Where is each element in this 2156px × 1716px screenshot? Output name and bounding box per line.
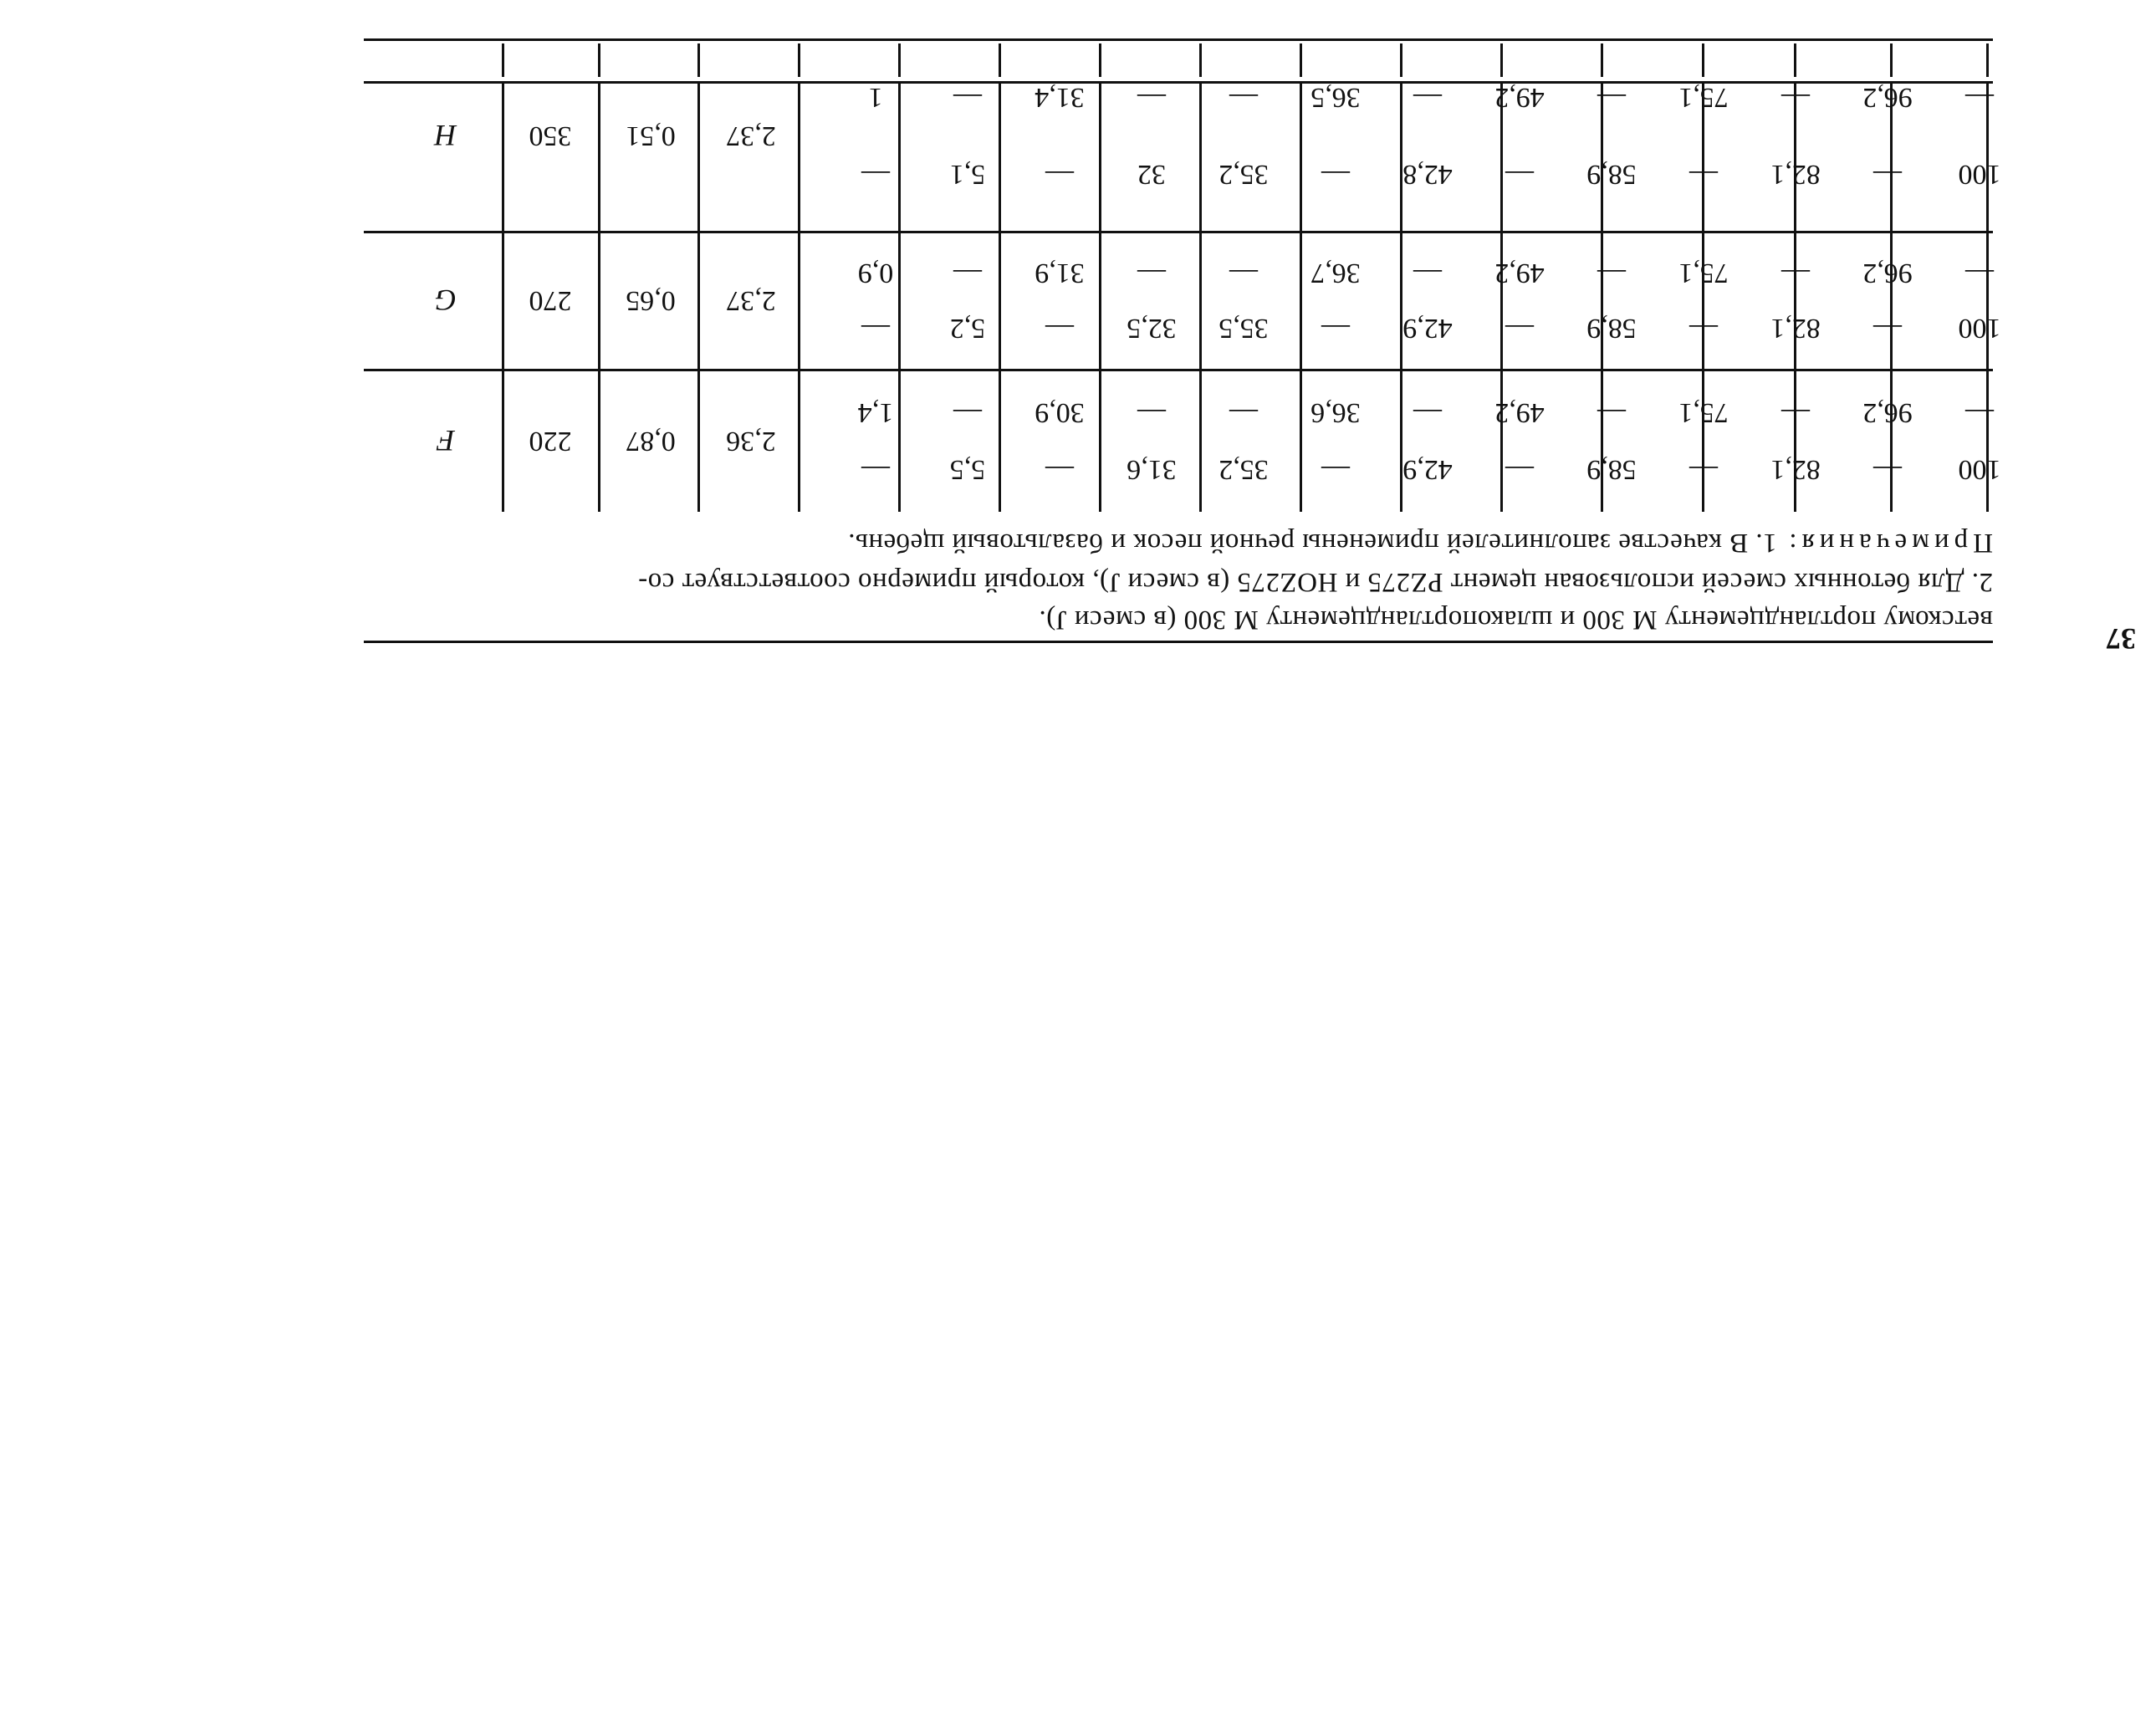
cell-bottom-value: 96,2 xyxy=(1862,397,1913,428)
column-divider xyxy=(1794,84,1796,512)
mix-label: F xyxy=(437,424,455,457)
cell-top-value: 35,2 xyxy=(1218,159,1269,190)
cell-top-value: 42,8 xyxy=(1402,159,1453,190)
cell-bottom-value: — xyxy=(953,397,982,428)
cell-wc: 0,51 xyxy=(626,120,676,151)
column-stub xyxy=(1702,43,1704,77)
cell-top-value: 100 xyxy=(1958,313,2001,345)
cell-top-value: — xyxy=(1689,454,1718,485)
column-divider xyxy=(1601,84,1603,512)
cell-top-value: 58,9 xyxy=(1586,313,1637,345)
cell-bottom-value: 1,4 xyxy=(857,397,894,428)
page-number: 37 xyxy=(2106,622,2136,656)
column-stub xyxy=(697,43,700,77)
cell-bottom-value: — xyxy=(1781,397,1810,428)
column-stub xyxy=(1986,43,1989,77)
cell-top-value: — xyxy=(861,313,890,345)
cell-top-value: — xyxy=(1505,454,1534,485)
cell-top-value: 100 xyxy=(1958,454,2001,485)
cell-top-value: 100 xyxy=(1958,159,2001,190)
cell-top-value: — xyxy=(1689,159,1718,190)
cell-top-value: — xyxy=(861,159,890,190)
row-separator xyxy=(364,231,1993,233)
column-divider xyxy=(898,84,901,512)
cell-bottom-value: 36,6 xyxy=(1310,397,1361,428)
column-stub xyxy=(1300,43,1302,77)
note-line-1 xyxy=(848,525,1993,560)
column-divider xyxy=(999,84,1001,512)
cell-top-value: — xyxy=(1321,159,1350,190)
cell-top-value: 82,1 xyxy=(1770,454,1821,485)
cell-bottom-value: — xyxy=(1965,258,1994,289)
cell-cement: 220 xyxy=(529,426,572,457)
cell-bottom-value: 31,4 xyxy=(1035,82,1085,113)
column-stub xyxy=(999,43,1001,77)
cell-bottom-value: — xyxy=(1229,397,1258,428)
cell-bottom-value: — xyxy=(1413,82,1442,113)
cell-top-value: 35,2 xyxy=(1218,454,1269,485)
cell-top-value: — xyxy=(1045,454,1074,485)
cell-top-value: 82,1 xyxy=(1770,313,1821,345)
cell-top-value: 35,5 xyxy=(1218,313,1269,345)
cell-bottom-value: 31,9 xyxy=(1035,258,1085,289)
cell-bottom-value: — xyxy=(1781,258,1810,289)
column-divider xyxy=(1702,84,1704,512)
cell-bottom-value: — xyxy=(1781,82,1810,113)
cell-density: 2,37 xyxy=(726,120,776,151)
cell-top-value: — xyxy=(1873,159,1902,190)
cell-bottom-value: 49,2 xyxy=(1494,82,1545,113)
cell-top-value: 58,9 xyxy=(1586,454,1637,485)
mix-label: H xyxy=(435,119,457,152)
cell-bottom-value: 49,2 xyxy=(1494,397,1545,428)
cell-bottom-value: — xyxy=(1229,258,1258,289)
cell-bottom-value: — xyxy=(953,258,982,289)
cell-bottom-value: 49,2 xyxy=(1494,258,1545,289)
cell-bottom-value: — xyxy=(1229,82,1258,113)
cell-top-value: — xyxy=(1505,313,1534,345)
column-divider xyxy=(1890,84,1893,512)
cell-top-value: — xyxy=(1321,454,1350,485)
cell-top-value: — xyxy=(861,454,890,485)
cell-bottom-value: — xyxy=(1597,258,1626,289)
column-stub xyxy=(1400,43,1402,77)
cell-top-value: 42,9 xyxy=(1402,313,1453,345)
cell-cement: 350 xyxy=(529,120,572,151)
column-divider xyxy=(1199,84,1202,512)
cell-bottom-value: — xyxy=(1413,397,1442,428)
column-stub xyxy=(1500,43,1503,77)
row-separator xyxy=(364,38,1993,41)
column-divider xyxy=(1400,84,1402,512)
cell-bottom-value: 30,9 xyxy=(1035,397,1085,428)
cell-top-value: 58,9 xyxy=(1586,159,1637,190)
cell-top-value: 32 xyxy=(1137,159,1166,190)
note-line-2-text: 2. Для бетонных смесей использован цемент PZ275 и HOZ275 (в смеси J), который примерно соответствует со- xyxy=(637,567,1993,597)
notes-prefix: Примечания: xyxy=(1784,528,1993,558)
cell-bottom-value: 36,5 xyxy=(1310,82,1361,113)
column-stub xyxy=(1199,43,1202,77)
cell-bottom-value: — xyxy=(1965,397,1994,428)
cell-top-value: 31,6 xyxy=(1127,454,1177,485)
column-divider xyxy=(1500,84,1503,512)
note-line-3 xyxy=(1039,602,1993,637)
cell-density: 2,36 xyxy=(726,426,776,457)
column-stub xyxy=(502,43,504,77)
cell-bottom-value: 75,1 xyxy=(1678,82,1729,113)
cell-top-value: — xyxy=(1505,159,1534,190)
cell-bottom-value: — xyxy=(1137,258,1166,289)
column-stub xyxy=(598,43,600,77)
header-rule xyxy=(364,641,1993,643)
cell-top-value: — xyxy=(1321,313,1350,345)
column-stub xyxy=(898,43,901,77)
cell-bottom-value: — xyxy=(1597,82,1626,113)
cell-top-value: 5,5 xyxy=(949,454,986,485)
column-stub xyxy=(1794,43,1796,77)
cell-wc: 0,87 xyxy=(626,426,676,457)
column-divider xyxy=(1300,84,1302,512)
cell-bottom-value: — xyxy=(1413,258,1442,289)
cell-top-value: — xyxy=(1045,159,1074,190)
column-stub xyxy=(798,43,800,77)
cell-top-value: — xyxy=(1045,313,1074,345)
column-stub xyxy=(1890,43,1893,77)
note-line-2 xyxy=(638,564,1993,600)
cell-bottom-value: 36,7 xyxy=(1310,258,1361,289)
cell-top-value: — xyxy=(1873,454,1902,485)
cell-bottom-value: 96,2 xyxy=(1862,82,1913,113)
cell-bottom-value: 0,9 xyxy=(857,258,894,289)
cell-bottom-value: — xyxy=(953,82,982,113)
cell-bottom-value: 96,2 xyxy=(1862,258,1913,289)
cell-top-value: 32,5 xyxy=(1127,313,1177,345)
row-separator xyxy=(364,369,1993,371)
cell-bottom-value: 1 xyxy=(868,82,883,113)
column-divider xyxy=(1099,84,1101,512)
cell-cement: 270 xyxy=(529,285,572,317)
cell-bottom-value: — xyxy=(1597,397,1626,428)
cell-density: 2,37 xyxy=(726,285,776,317)
column-stub xyxy=(1099,43,1101,77)
note-line-1-text: 1. В качестве заполнителей применены речной песок и базальтовый щебень. xyxy=(847,528,1777,558)
cell-top-value: 82,1 xyxy=(1770,159,1821,190)
cell-bottom-value: — xyxy=(1137,397,1166,428)
cell-bottom-value: 75,1 xyxy=(1678,397,1729,428)
cell-wc: 0,65 xyxy=(626,285,676,317)
cell-top-value: — xyxy=(1689,313,1718,345)
column-divider xyxy=(1986,84,1989,512)
mix-label: G xyxy=(435,283,457,318)
cell-top-value: 5,2 xyxy=(949,313,986,345)
cell-bottom-value: 75,1 xyxy=(1678,258,1729,289)
cell-top-value: 5,1 xyxy=(949,159,986,190)
cell-bottom-value: — xyxy=(1137,82,1166,113)
column-stub xyxy=(1601,43,1603,77)
cell-top-value: 42,9 xyxy=(1402,454,1453,485)
cell-top-value: — xyxy=(1873,313,1902,345)
note-line-3-text: ветскому портландцементу М 300 и шлакопортландцементу М 300 (в смеси J). xyxy=(1038,605,1993,635)
cell-bottom-value: — xyxy=(1965,82,1994,113)
